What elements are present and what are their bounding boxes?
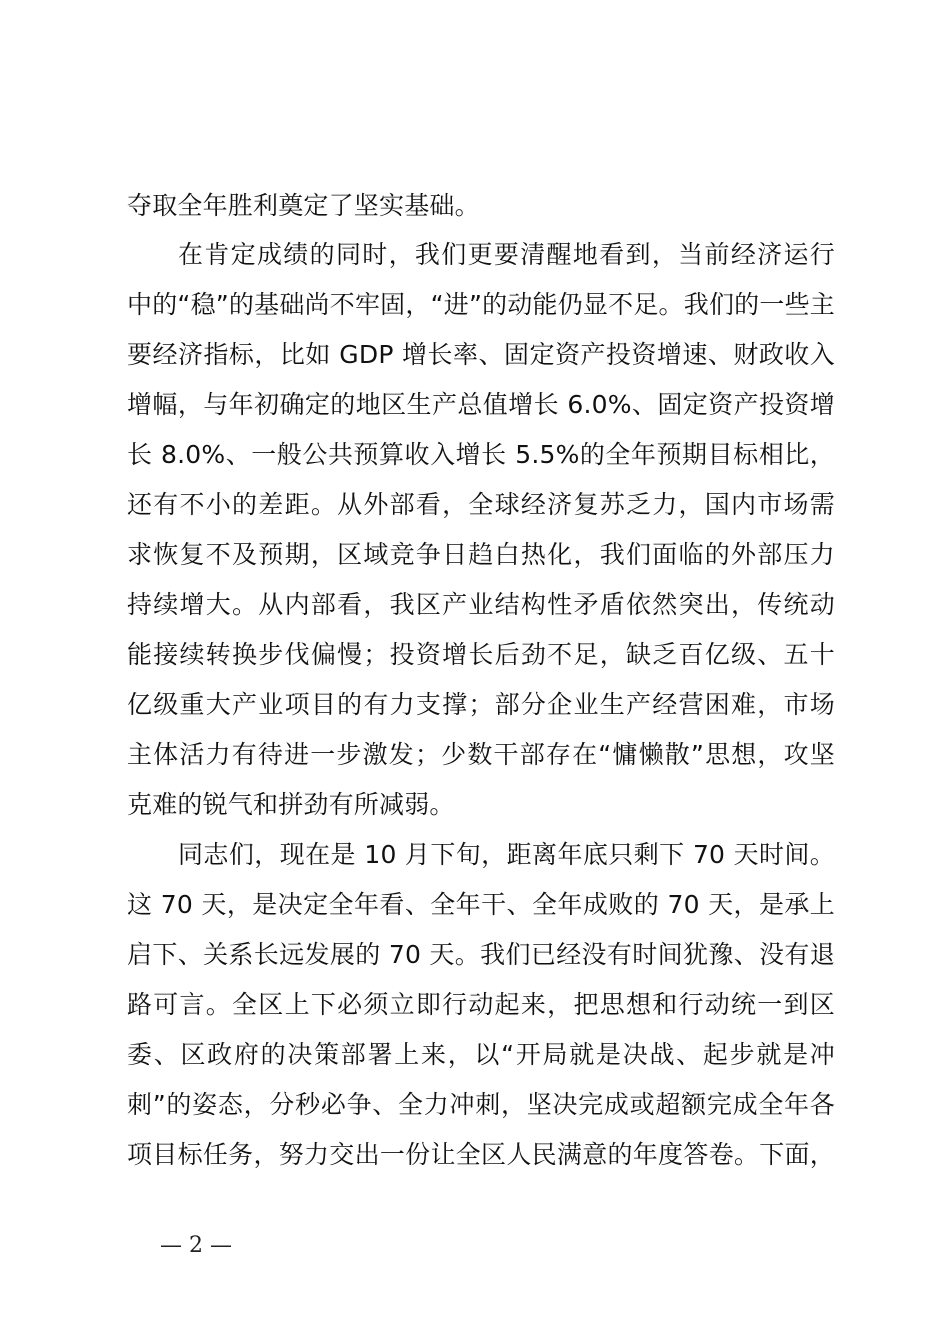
paragraph-2-line-6: 还有不小的差距。从外部看，全球经济复苏乏力，国内市场需 [127,490,835,519]
paragraph-2-line-7: 求恢复不及预期，区域竞争日趋白热化，我们面临的外部压力 [127,540,835,569]
paragraph-2-line-1: 在肯定成绩的同时，我们更要清醒地看到，当前经济运行 [178,240,835,269]
page-number: — 2 — [160,1233,232,1258]
paragraph-3-line-5: 委、区政府的决策部署上来，以“开局就是决战、起步就是冲 [127,1040,835,1069]
paragraph-2-line-2: 中的“稳”的基础尚不牢固，“进”的动能仍显不足。我们的一些主 [127,290,835,319]
paragraph-2-line-8: 持续增大。从内部看，我区产业结构性矛盾依然突出，传统动 [127,590,835,619]
paragraph-2-line-5: 长 8.0%、一般公共预算收入增长 5.5%的全年预期目标相比， [127,440,835,469]
paragraph-2-line-3: 要经济指标，比如 GDP 增长率、固定资产投资增速、财政收入 [127,340,835,369]
paragraph-3-line-3: 启下、关系长远发展的 70 天。我们已经没有时间犹豫、没有退 [127,940,835,969]
paragraph-3-line-2: 这 70 天，是决定全年看、全年干、全年成败的 70 天，是承上 [127,890,835,919]
paragraph-3-line-4: 路可言。全区上下必须立即行动起来，把思想和行动统一到区 [127,990,835,1019]
paragraph-2-line-9: 能接续转换步伐偏慢；投资增长后劲不足，缺乏百亿级、五十 [127,640,835,669]
paragraph-3-line-1: 同志们，现在是 10 月下旬，距离年底只剩下 70 天时间。 [178,840,835,869]
paragraph-3-line-6: 刺”的姿态，分秒必争、全力冲刺，坚决完成或超额完成全年各 [127,1090,835,1119]
paragraph-2-line-12: 克难的锐气和拼劲有所减弱。 [127,790,455,819]
paragraph-3-line-7: 项目标任务，努力交出一份让全区人民满意的年度答卷。下面， [127,1140,835,1169]
paragraph-1-line-1: 夺取全年胜利奠定了坚实基础。 [127,191,480,220]
paragraph-2-line-11: 主体活力有待进一步激发；少数干部存在“慵懒散”思想，攻坚 [127,740,835,769]
paragraph-2-line-4: 增幅，与年初确定的地区生产总值增长 6.0%、固定资产投资增 [127,390,835,419]
paragraph-2-line-10: 亿级重大产业项目的有力支撑；部分企业生产经营困难，市场 [127,690,835,719]
